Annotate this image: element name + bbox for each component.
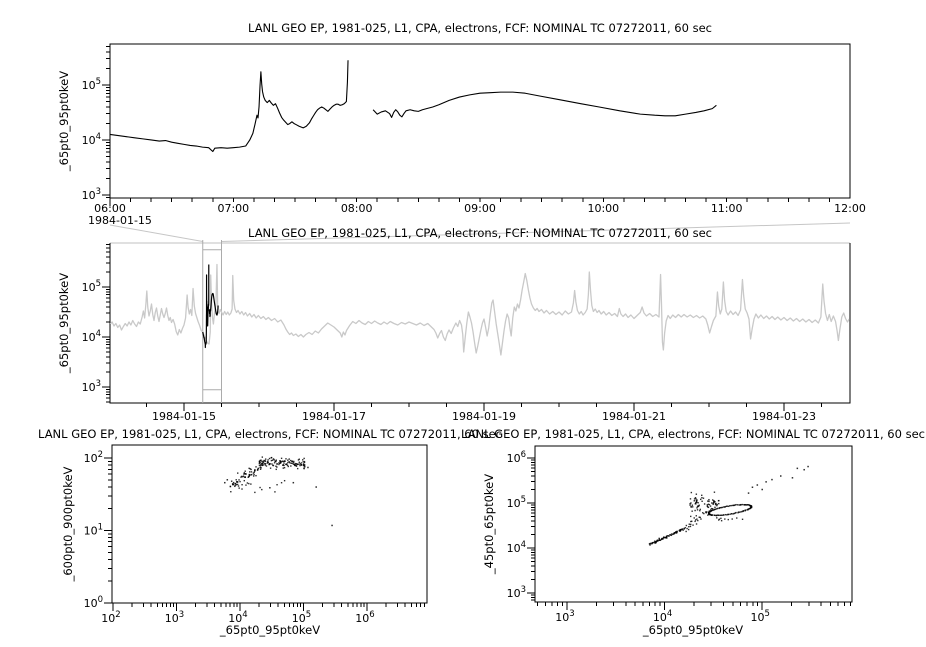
scatter-right-y-tick-label: $10^4$ (506, 540, 526, 556)
scatter-right-x-tick-label: $10^4$ (652, 609, 673, 624)
scatter-left-ylabel: _600pt0_900pt0keV (61, 466, 75, 582)
scatter-right-title: LANL GEO EP, 1981-025, L1, CPA, electrons, FCF: NOMINAL TC 07272011, 60 sec (461, 427, 925, 441)
scatter-left-xlabel: _65pt0_95pt0keV (219, 623, 321, 637)
top-panel-x-tick-label: 12:00 (834, 202, 866, 215)
top-panel-y-tick-label: $10^4$ (81, 131, 101, 147)
top-panel-x-tick-label: 10:00 (587, 202, 620, 215)
scatter-right-y-tick-label: $10^5$ (506, 495, 526, 511)
scatter-right-xlabel: _65pt0_95pt0keV (642, 623, 744, 637)
overview-x-tick-label: 1984-01-17 (302, 410, 366, 423)
top-panel-ylabel: _65pt0_95pt0keV (57, 70, 71, 172)
scatter-left-x-tick-label: $10^6$ (355, 610, 375, 625)
overview-x-tick-label: 1984-01-19 (452, 410, 516, 423)
top-panel-plot-area[interactable] (110, 44, 850, 198)
overview-panel-y-tick-label: $10^5$ (81, 279, 101, 294)
scatter-left-x-tick-label: $10^4$ (228, 610, 248, 625)
overview-panel-y-tick-label: $10^3$ (81, 379, 101, 394)
top-panel-x-tick-label: 06:00 (94, 202, 126, 215)
scatter-left-y-tick-label: $10^2$ (83, 450, 103, 466)
scatter-left-x-tick-label: $10^2$ (101, 610, 121, 625)
scatter-left-plot-area[interactable] (112, 445, 427, 603)
top-panel-x-tick-label: 08:00 (340, 202, 373, 215)
overview-x-tick-label: 1984-01-23 (752, 410, 816, 423)
scatter-left-title: LANL GEO EP, 1981-025, L1, CPA, electrons, FCF: NOMINAL TC 07272011, 60 sec (38, 427, 502, 441)
overview-panel-ylabel: _65pt0_95pt0keV (57, 272, 71, 374)
top-panel-x-tick-label: 07:00 (217, 202, 250, 215)
scatter-left-x-tick-label: $10^5$ (291, 610, 312, 625)
scatter-right-y-tick-label: $10^6$ (506, 450, 526, 466)
top-panel-title: LANL GEO EP, 1981-025, L1, CPA, electrons, FCF: NOMINAL TC 07272011, 60 sec (248, 21, 712, 35)
scatter-right-x-tick-label: $10^5$ (750, 609, 770, 624)
zoom-connector-left (110, 225, 203, 242)
top-panel-y-tick-label: $10^5$ (81, 76, 101, 92)
overview-x-tick-label: 1984-01-21 (602, 410, 666, 423)
overview-panel-title: LANL GEO EP, 1981-025, L1, CPA, electrons, FCF: NOMINAL TC 07272011, 60 sec (248, 226, 712, 240)
scatter-right-ylabel: _45pt0_65pt0keV (482, 473, 496, 575)
top-panel-date-label: 1984-01-15 (88, 214, 152, 227)
scatter-left-y-tick-label: $10^0$ (83, 595, 103, 610)
overview-panel-y-tick-label: $10^4$ (81, 329, 101, 344)
scatter-left-x-tick-label: $10^3$ (164, 610, 185, 625)
overview-x-tick-label: 1984-01-15 (152, 410, 216, 423)
scatter-left-y-tick-label: $10^1$ (83, 522, 103, 538)
scatter-right-x-tick-label: $10^3$ (555, 609, 575, 624)
top-panel-x-tick-label: 11:00 (710, 202, 743, 215)
top-panel-x-tick-label: 09:00 (464, 202, 496, 215)
top-panel-y-tick-label: $10^3$ (81, 186, 101, 202)
scatter-right-y-tick-label: $10^3$ (506, 585, 526, 601)
